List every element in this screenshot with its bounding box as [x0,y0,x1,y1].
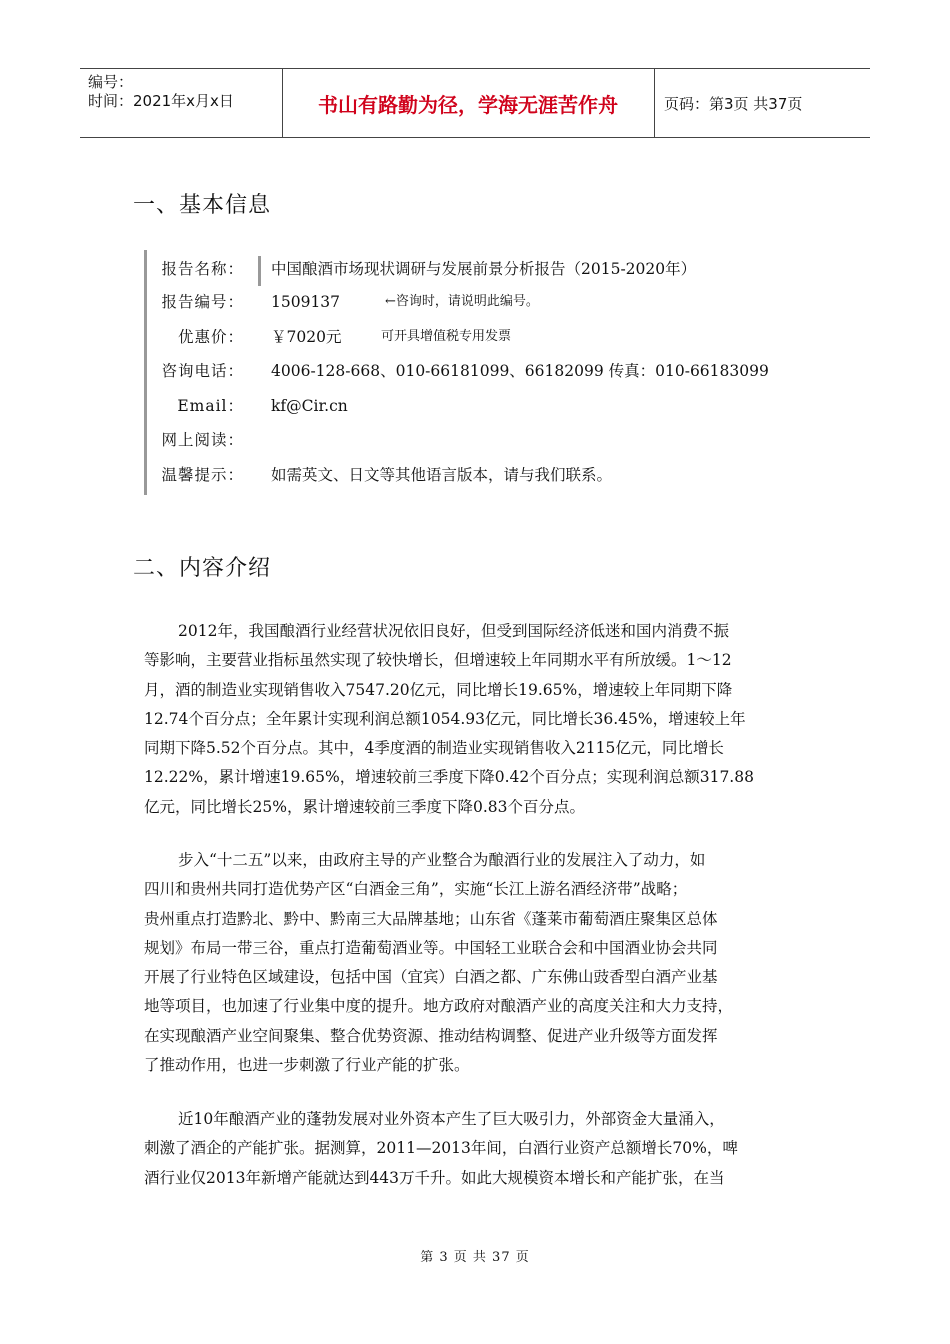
text-line: 四川和贵州共同打造优势产区“白酒金三角”，实施“长江上游名酒经济带”战略； [144,880,688,899]
text-line: 近10年酿酒产业的蓬勃发展对业外资本产生了巨大吸引力，外部资金大量涌入， [178,1110,725,1128]
text-line: 了推动作用，也进一步刺激了行业产能的扩张。 [144,1056,470,1075]
header-meta [88,73,280,111]
page-footer: 第 3 页 共 37 页 [420,1250,530,1265]
header-motto: 书山有路勤为径，学海无涯苦作舟 [318,92,618,117]
text-line: 月，酒的制造业实现销售收入7547.20亿元，同比增长19.65%，增速较上年同期下降 [144,680,733,699]
number-label: 编号： [88,73,134,91]
paragraph [144,1105,816,1193]
info-note: 可开具增值税专用发票 [381,329,512,344]
info-value: ￥7020元 [271,328,342,346]
info-value: 中国酿酒市场现状调研与发展前景分析报告（2015-2020年） [271,260,697,278]
page-header [80,68,870,138]
text-line: 酒行业仅2013年新增产能就达到443万千升。如此大规模资本增长和产能扩张，在当 [144,1168,725,1187]
section-title-content-intro: 二、内容介绍 [133,556,272,581]
text-line: 刺激了酒企的产能扩张。据测算，2011—2013年间，白酒行业资产总额增长70%，啤 [144,1139,738,1158]
info-value: 如需英文、日文等其他语言版本，请与我们联系。 [271,466,613,484]
text-line: 亿元，同比增长25%，累计增速较前三季度下降0.83个百分点。 [144,797,585,816]
paragraph [144,846,816,1080]
text-line: 开展了行业特色区域建设，包括中国（宜宾）白酒之都、广东佛山豉香型白酒产业基 [144,968,718,987]
paragraph [144,617,816,822]
header-page-info: 页码：第3页 共37页 [664,94,803,113]
info-label: 咨询电话： [161,362,244,380]
header-divider [654,69,655,137]
info-value: 1509137 [271,293,341,311]
text-line: 地等项目，也加速了行业集中度的提升。地方政府对酿酒产业的高度关注和大力支持， [144,997,734,1016]
text-line: 贵州重点打造黔北、黔中、黔南三大品牌基地；山东省《蓬莱市葡萄酒庄聚集区总体 [144,909,718,928]
text-line: 2012年，我国酿酒行业经营状况依旧良好，但受到国际经济低迷和国内消费不振 [178,622,729,640]
info-note: ←咨询时，请说明此编号。 [385,294,539,309]
text-line: 12.74个百分点；全年累计实现利润总额1054.93亿元，同比增长36.45%，增速较上年 [144,709,746,728]
info-label: 报告名称： [161,260,244,278]
text-line: 在实现酿酒产业空间聚集、整合优势资源、推动结构调整、促进产业升级等方面发挥 [144,1026,718,1045]
time-label: 时间：2021年x月x日 [88,92,234,110]
info-label: 优惠价： [177,328,244,346]
text-line: 规划》布局一带三谷，重点打造葡萄酒业等。中国轻工业联合会和中国酒业协会共同 [144,938,718,957]
value-divider [258,256,261,286]
text-line: 步入“十二五”以来，由政府主导的产业整合为酿酒行业的发展注入了动力，如 [178,851,706,869]
info-label: Email： [177,397,244,415]
info-label: 网上阅读： [161,431,244,449]
text-line: 同期下降5.52个百分点。其中，4季度酒的制造业实现销售收入2115亿元，同比增长 [144,739,724,758]
section-title-basic-info: 一、基本信息 [133,193,272,218]
text-line: 等影响，主要营业指标虽然实现了较快增长，但增速较上年同期水平有所放缓。1～12 [144,651,732,670]
text-line: 12.22%，累计增速19.65%，增速较前三季度下降0.42个百分点；实现利润总额317.88 [144,768,754,787]
email-link[interactable]: kf@Cir.cn [271,397,348,415]
info-label: 温馨提示： [161,466,244,484]
info-label: 报告编号： [161,293,244,311]
info-value: 4006-128-668、010-66181099、66182099 传真：010-66183099 [271,362,769,380]
basic-info-block [144,250,827,495]
